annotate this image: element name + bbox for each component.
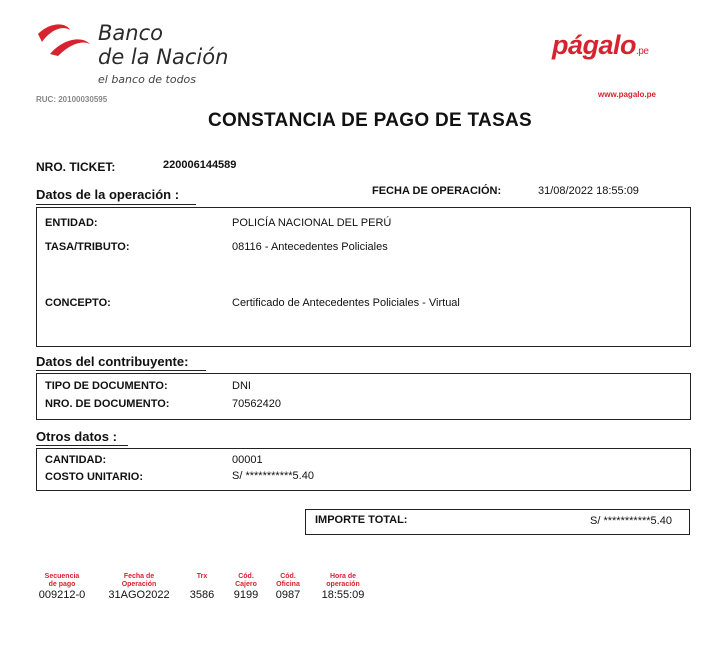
footer-label-line1: Cód. <box>280 573 296 580</box>
footer-label-line2: operación <box>326 581 360 588</box>
footer-label-line2: Operación <box>121 581 157 588</box>
footer-col-trx <box>184 573 220 601</box>
pagalo-logo-text: págalo <box>552 30 637 60</box>
section-operacion-title: Datos de la operación : <box>36 187 180 202</box>
document-title: CONSTANCIA DE PAGO DE TASAS <box>207 110 533 131</box>
section-contribuyente-title: Datos del contribuyente: <box>36 354 189 369</box>
ticket-label: NRO. TICKET: <box>36 160 116 174</box>
footer-col-oficina <box>270 573 306 601</box>
bank-logo <box>36 20 96 56</box>
footer-value: 9199 <box>233 589 259 601</box>
entidad-label: ENTIDAD: <box>45 217 98 229</box>
bank-name-line2: de la Nación <box>98 45 229 69</box>
ticket-value: 220006144589 <box>163 159 237 171</box>
footer-value: 31AGO2022 <box>108 589 170 601</box>
bank-swoosh-icon <box>36 20 96 56</box>
section-contribuyente-underline <box>36 370 206 371</box>
concepto-value: Certificado de Antecedentes Policiales - Virtual <box>232 297 460 309</box>
bank-slogan: el banco de todos <box>98 73 197 86</box>
section-operacion-underline <box>36 204 196 205</box>
footer-label-line2: de pago <box>48 581 76 588</box>
importe-total-value: S/ ***********5.40 <box>590 515 672 527</box>
entidad-value: POLICÍA NACIONAL DEL PERÚ <box>232 217 392 229</box>
otros-box <box>36 448 691 491</box>
footer-label-line2 <box>184 581 220 589</box>
footer-label-line1: Hora de <box>329 573 357 580</box>
fecha-operacion-value: 31/08/2022 18:55:09 <box>538 185 639 197</box>
concepto-label: CONCEPTO: <box>45 297 111 309</box>
footer-value: 0987 <box>275 589 301 601</box>
footer-value: 18:55:09 <box>321 589 365 601</box>
footer-label-line2: Oficina <box>276 581 300 588</box>
section-otros-underline <box>36 445 128 446</box>
footer-value: 009212-0 <box>38 589 86 601</box>
fecha-operacion-label: FECHA DE OPERACIÓN: <box>372 185 502 197</box>
nro-documento-value: 70562420 <box>232 398 281 410</box>
footer-label-line1: Fecha de <box>123 573 155 580</box>
cantidad-value: 00001 <box>232 454 263 466</box>
footer-value: 3586 <box>189 589 215 601</box>
footer-col-fecha <box>101 573 177 601</box>
footer-label-line1: Trx <box>196 573 208 580</box>
ruc-text: RUC: 20100030595 <box>36 95 108 104</box>
bank-name-line1: Banco <box>98 21 163 45</box>
section-otros-title: Otros datos : <box>36 429 117 444</box>
cantidad-label: CANTIDAD: <box>45 454 107 466</box>
footer-col-hora <box>314 573 372 601</box>
tipo-documento-label: TIPO DE DOCUMENTO: <box>45 380 168 392</box>
footer-label-line1: Cód. <box>238 573 254 580</box>
costo-unitario-value: S/ ***********5.40 <box>232 470 314 482</box>
pagalo-url: www.pagalo.pe <box>598 90 656 99</box>
importe-total-label: IMPORTE TOTAL: <box>315 514 408 526</box>
pagalo-logo <box>552 30 648 61</box>
tasa-value: 08116 - Antecedentes Policiales <box>232 241 388 253</box>
footer-col-secuencia <box>33 573 91 601</box>
footer-label-line1: Secuencia <box>44 573 80 580</box>
footer-label-line2: Cajero <box>235 581 257 588</box>
tasa-label: TASA/TRIBUTO: <box>45 241 130 253</box>
pagalo-suffix: .pe <box>636 46 649 57</box>
footer-col-cajero <box>228 573 264 601</box>
nro-documento-label: NRO. DE DOCUMENTO: <box>45 398 170 410</box>
tipo-documento-value: DNI <box>232 380 251 392</box>
costo-unitario-label: COSTO UNITARIO: <box>45 471 143 483</box>
